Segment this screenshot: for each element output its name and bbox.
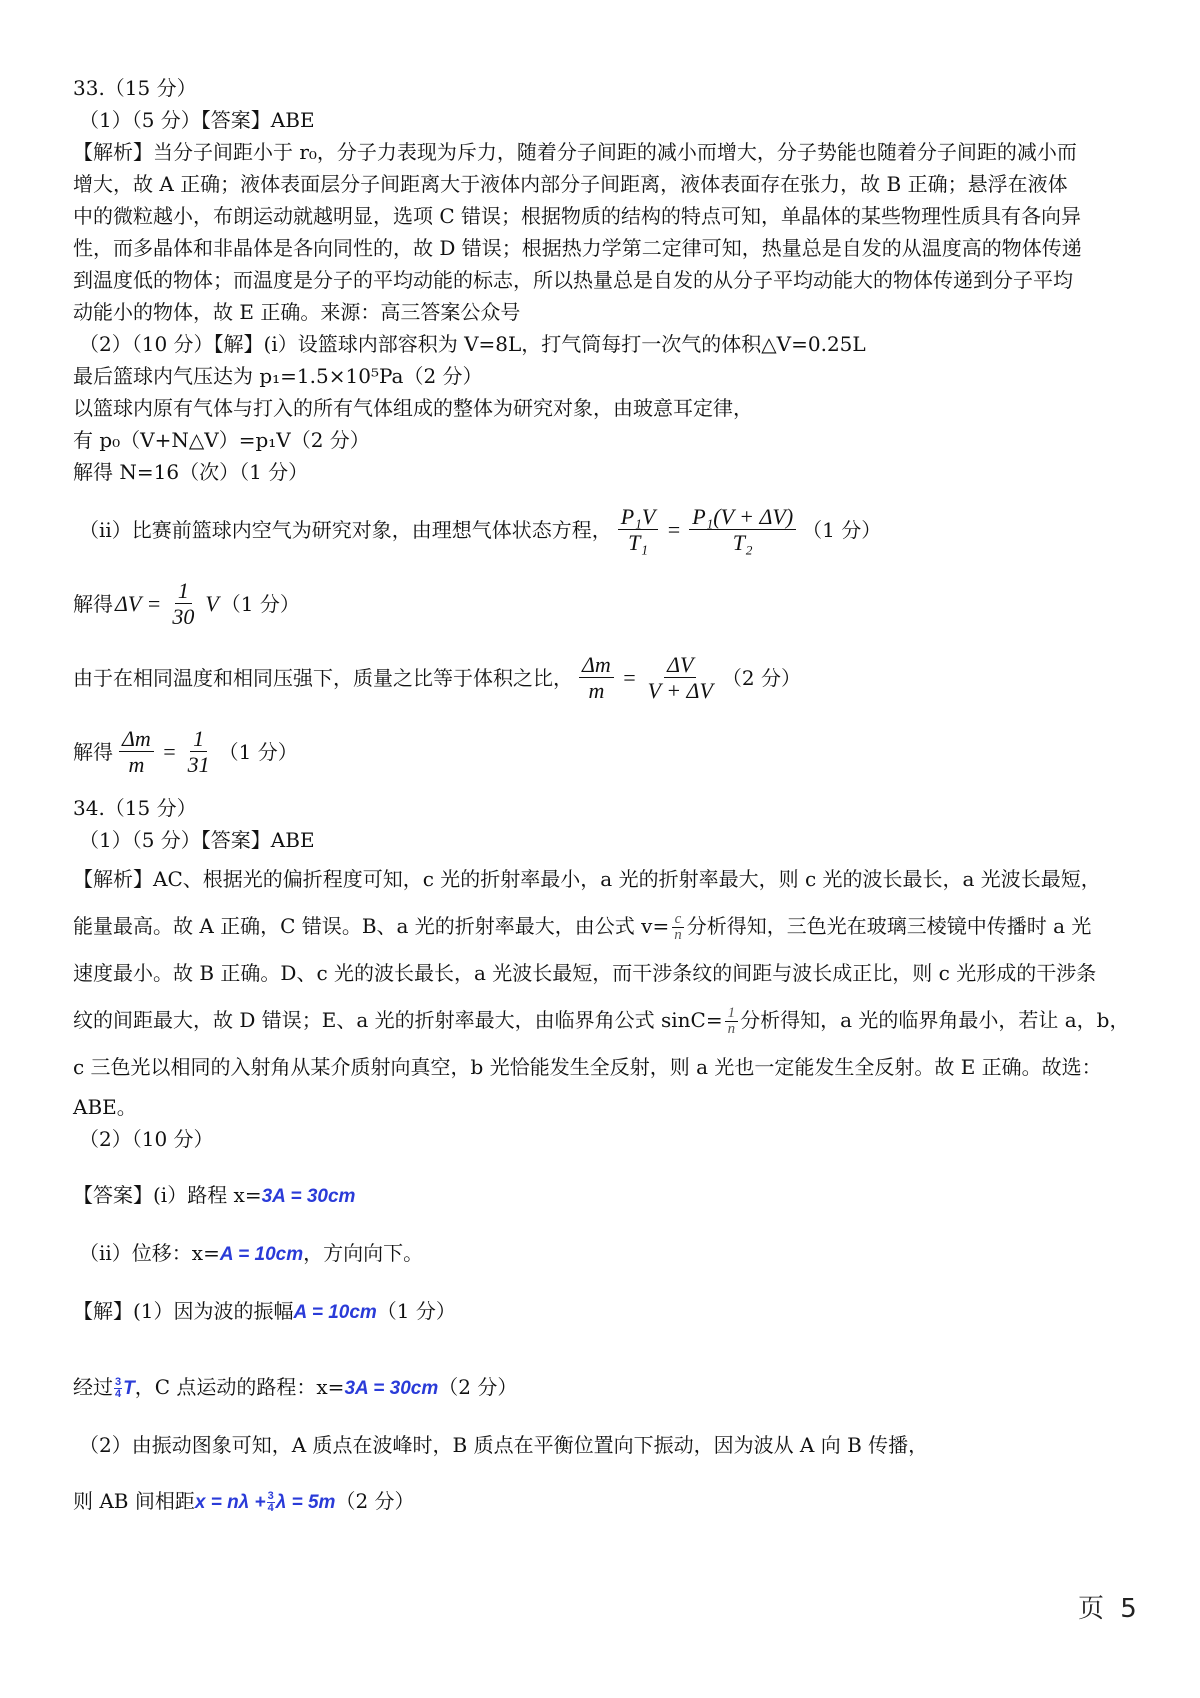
fraction xyxy=(119,727,154,778)
fraction xyxy=(725,1006,739,1037)
text-segment: 【解】(1）因为波的振幅 xyxy=(73,1299,294,1323)
equals-sign: = xyxy=(621,665,637,690)
q33-header: 33.（15 分） xyxy=(73,76,197,100)
numerator: 1 xyxy=(725,1006,739,1022)
numerator: P₁V xyxy=(618,505,659,530)
prefix: 解得 xyxy=(73,740,113,764)
q34-answer-i xyxy=(73,1179,1135,1213)
analysis-line xyxy=(73,903,1135,950)
fraction xyxy=(267,1491,275,1514)
numerator: 1 xyxy=(175,579,192,604)
equals-sign: = xyxy=(161,739,177,764)
prefix: 解得 xyxy=(73,592,113,616)
q34-solution-4 xyxy=(73,1485,1135,1519)
score: （1 分） xyxy=(802,518,882,542)
q34-header: 34.（15 分） xyxy=(73,796,197,820)
denominator: n xyxy=(674,927,682,943)
page-number: 页 5 xyxy=(1078,1594,1141,1624)
text-segment: 【答案】(i）路程 x= xyxy=(73,1183,262,1207)
fraction xyxy=(169,579,197,630)
q33-ideal-gas-equation xyxy=(73,498,1135,562)
formula: A = 10cm xyxy=(293,1302,377,1323)
q34-part2-header: （2）（10 分） xyxy=(79,1127,214,1151)
q33-part2-header: （2）（10 分）【解】(i）设篮球内部容积为 V=8L，打气筒每打一次气的体积△V=0.25L xyxy=(79,332,866,356)
analysis-line: 动能小的物体，故 E 正确。来源：高三答案公众号 xyxy=(73,300,521,324)
formula: x = nλ + xyxy=(194,1492,266,1513)
text-segment: 分析得知，a 光的临界角最小，若让 a，b， xyxy=(740,1008,1130,1032)
mass-text: 由于在相同温度和相同压强下，质量之比等于体积之比， xyxy=(73,666,573,690)
denominator: 31 xyxy=(187,751,210,777)
denominator: n xyxy=(727,1021,736,1037)
numerator: 1 xyxy=(190,727,207,752)
q34-solution-1 xyxy=(73,1295,1135,1329)
score: （1 分） xyxy=(218,740,298,764)
analysis-line: ABE。 xyxy=(73,1095,137,1119)
analysis-line: 【解析】当分子间距小于 r₀，分子力表现为斥力，随着分子间距的减小而增大，分子势能也随着分子间距的减小而 xyxy=(73,140,1077,164)
denominator: V + ΔV xyxy=(647,677,713,703)
denominator: 4 xyxy=(267,1502,274,1514)
fraction xyxy=(689,505,796,556)
document-body xyxy=(73,72,1135,1519)
q33-part1-answer: （1）（5 分）【答案】ABE xyxy=(79,108,315,132)
delta-v-lhs: ΔV = xyxy=(115,591,162,616)
analysis-line: 【解析】AC、根据光的偏折程度可知，c 光的折射率最小，a 光的折射率最大，则 c 光的波长最长，a 光波长最短， xyxy=(73,867,1101,891)
denominator: T₁ xyxy=(628,529,648,555)
q34-solution-2 xyxy=(73,1371,1135,1405)
q34-analysis xyxy=(73,856,1135,1091)
q34-part1-answer: （1）（5 分）【答案】ABE xyxy=(79,828,315,852)
q33-pressure-line: 最后篮球内气压达为 p₁=1.5×10⁵Pa（2 分） xyxy=(73,364,483,388)
variable: V xyxy=(205,591,219,616)
numerator: 3 xyxy=(267,1490,274,1502)
score: （2 分） xyxy=(721,666,802,690)
numerator: P₁(V + ΔV) xyxy=(689,505,796,530)
text-segment: ，C 点运动的路程：x= xyxy=(134,1375,345,1399)
q33-boyle-line: 有 p₀（V+N△V）=p₁V（2 分） xyxy=(73,428,370,452)
q33-study-line: 以篮球内原有气体与打入的所有气体组成的整体为研究对象，由玻意耳定律， xyxy=(73,396,753,420)
numerator: ΔV xyxy=(664,653,696,678)
score: （2 分） xyxy=(438,1375,518,1399)
score: （1 分） xyxy=(220,592,300,616)
analysis-line: 到温度低的物体；而温度是分子的平均动能的标志，所以热量总是自发的从分子平均动能大的物体传递到分子平均 xyxy=(73,268,1073,292)
fraction xyxy=(185,727,213,778)
analysis-line: 增大，故 A 正确；液体表面层分子间距离大于液体内部分子间距离，液体表面存在张力，故 B 正确；悬浮在液体 xyxy=(73,172,1068,196)
denominator: m xyxy=(588,677,605,703)
text-segment: 分析得知，三色光在玻璃三棱镜中传播时 a 光 xyxy=(686,914,1092,938)
fraction xyxy=(114,1377,122,1400)
denominator: 4 xyxy=(115,1388,122,1400)
formula: 3A = 30cm xyxy=(261,1186,356,1207)
denominator: 30 xyxy=(172,603,195,629)
ii-text: （ii）比赛前篮球内空气为研究对象，由理想气体状态方程， xyxy=(79,518,612,542)
fraction xyxy=(618,505,659,556)
fraction xyxy=(645,653,716,704)
score: （2 分） xyxy=(335,1489,415,1513)
denominator: T₂ xyxy=(732,529,753,555)
text-segment: 纹的间距最大，故 D 错误；E、a 光的折射率最大，由临界角公式 sinC= xyxy=(73,1008,723,1032)
q33-delta-v-result xyxy=(73,572,1135,636)
numerator: c xyxy=(672,912,685,928)
analysis-line: 中的微粒越小，布朗运动就越明显，选项 C 错误；根据物质的结构的特点可知，单晶体的某些物理性质具有各向异 xyxy=(73,204,1082,228)
score: （1 分） xyxy=(376,1299,456,1323)
text-segment: 经过 xyxy=(73,1375,113,1399)
numerator: 3 xyxy=(115,1376,122,1388)
fraction xyxy=(671,912,685,943)
fraction xyxy=(579,653,614,704)
text-segment: 则 AB 间相距 xyxy=(73,1489,195,1513)
formula: 3A = 30cm xyxy=(344,1378,439,1399)
q33-mass-ratio-line xyxy=(73,646,1135,710)
q33-final-result xyxy=(73,720,1135,784)
denominator: m xyxy=(128,751,145,777)
q34-answer-ii xyxy=(73,1237,1135,1271)
q33-solve-n: 解得 N=16（次）（1 分） xyxy=(73,460,309,484)
text-segment: 能量最高。故 A 正确，C 错误。B、a 光的折射率最大，由公式 v= xyxy=(73,914,670,938)
analysis-line xyxy=(73,997,1135,1044)
q33-analysis xyxy=(73,136,1135,328)
q34-solution-3: （2）由振动图象可知，A 质点在波峰时，B 质点在平衡位置向下振动，因为波从 A 向 B 传播， xyxy=(79,1433,929,1457)
numerator: Δm xyxy=(119,727,154,752)
variable: T xyxy=(123,1378,135,1399)
formula: A = 10cm xyxy=(219,1244,304,1265)
analysis-line: 性，而多晶体和非晶体是各向同性的，故 D 错误；根据热力学第二定律可知，热量总是自发的从温度高的物体传递 xyxy=(73,236,1082,260)
numerator: Δm xyxy=(579,653,614,678)
analysis-line: c 三色光以相同的入射角从某介质射向真空，b 光恰能发生全反射，则 a 光也一定能发生全反射。故 E 正确。故选： xyxy=(73,1055,1102,1079)
analysis-line: 速度最小。故 B 正确。D、c 光的波长最长，a 光波长最短，而干涉条纹的间距与波长成正比，则 c 光形成的干涉条 xyxy=(73,961,1097,985)
formula: λ = 5m xyxy=(275,1492,336,1513)
text-segment: （ii）位移：x= xyxy=(79,1241,220,1265)
equals-sign: = xyxy=(666,517,682,542)
text-segment: ，方向向下。 xyxy=(303,1241,424,1265)
